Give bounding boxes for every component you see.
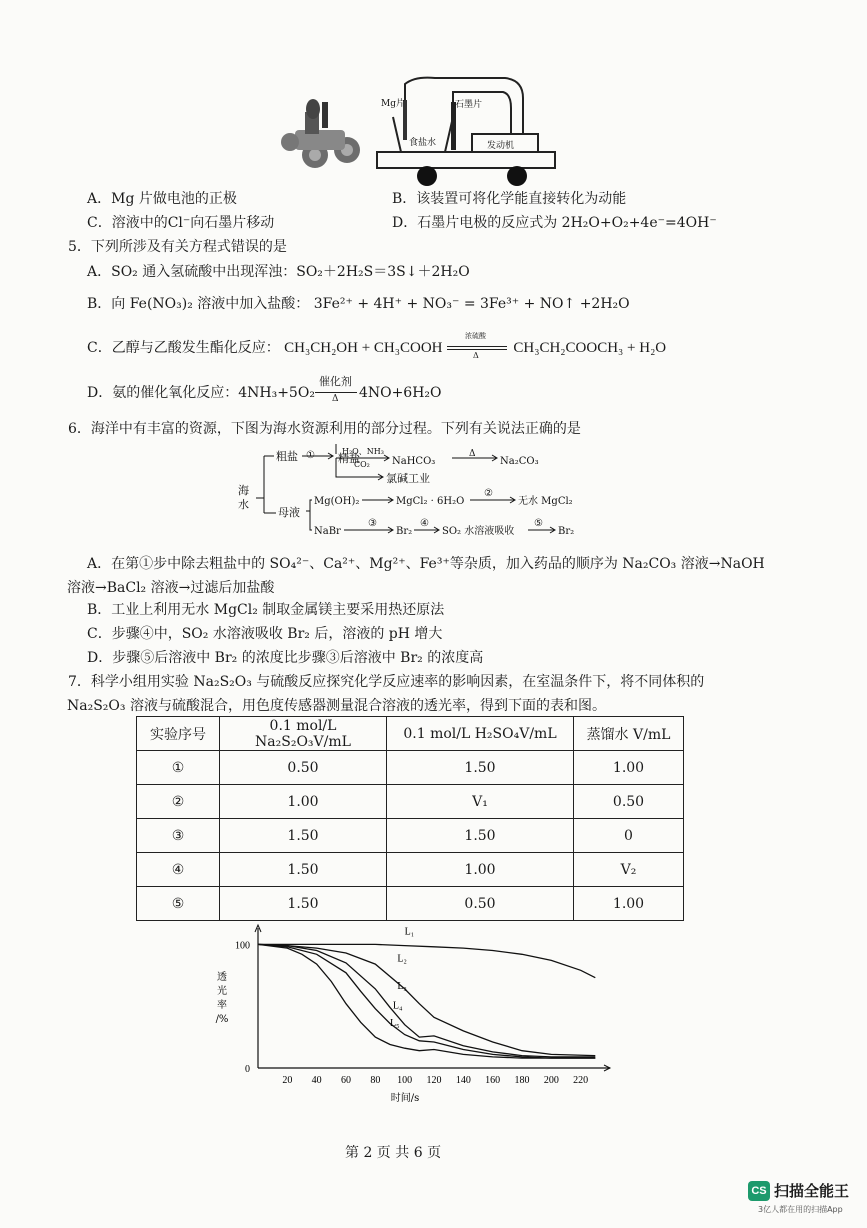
q5-stem: 5．下列所涉及有关方程式错误的是 — [68, 239, 287, 255]
graphite-label: 石墨片 — [455, 100, 483, 110]
y-tick-label: 100 — [235, 940, 250, 952]
x-tick-label: 180 — [514, 1075, 530, 1086]
flow-step4: ④ — [420, 518, 429, 529]
saltwater-label: 食盐水 — [409, 138, 437, 148]
q6-flow-diagram — [232, 442, 592, 544]
table-cell: ③ — [137, 819, 220, 853]
flow-chlor-alkali: 氯碱工业 — [386, 472, 430, 485]
table-cell: 1.00 — [387, 853, 574, 887]
x-tick-label: 100 — [397, 1075, 413, 1086]
table-cell: 1.50 — [387, 751, 574, 785]
flow-step1: ① — [306, 450, 315, 461]
toy-car-photo — [281, 99, 360, 168]
x-tick-label: 120 — [426, 1075, 442, 1086]
table-cell: 1.00 — [220, 785, 387, 819]
q4-option-a: A．Mg 片做电池的正极 — [87, 191, 237, 207]
flow-step5: ⑤ — [534, 518, 543, 529]
q5-option-c — [87, 332, 667, 360]
table-row — [137, 887, 684, 921]
flow-mgoh2: Mg(OH)₂ — [314, 496, 360, 507]
table-cell: 1.00 — [574, 887, 684, 921]
q6-option-b: B．工业上利用无水 MgCl₂ 制取金属镁主要采用热还原法 — [87, 602, 445, 618]
transmittance-chart — [200, 920, 620, 1120]
series-label: L₅ — [390, 1017, 400, 1029]
flow-nahco3: NaHCO₃ — [392, 456, 436, 467]
table-row — [137, 785, 684, 819]
y-axis-label-char: 光 — [217, 986, 227, 997]
table-header-row — [137, 717, 684, 751]
table-cell: 0.50 — [387, 887, 574, 921]
q5-c-left: CH₃CH₂OH + CH₃COOH — [284, 340, 443, 356]
table-header: 0.1 mol/L H₂SO₄V/mL — [387, 717, 574, 751]
q5-c-prefix: C．乙醇与乙酸发生酯化反应： — [87, 340, 280, 356]
series-label: L₁ — [404, 926, 415, 938]
x-tick-label: 200 — [543, 1075, 559, 1086]
y-axis-label-char: 率 — [217, 1000, 227, 1011]
q5-option-d — [87, 375, 442, 404]
q5-d-suffix: 4NO+6H₂O — [358, 385, 442, 401]
x-tick-label: 40 — [311, 1075, 322, 1086]
y-axis-label-char: /% — [215, 1014, 229, 1025]
x-tick-label: 20 — [282, 1075, 293, 1086]
table-header: 实验序号 — [137, 717, 220, 751]
series-line-2 — [258, 944, 595, 1055]
q7-stem-line2: Na₂S₂O₃ 溶液与硫酸混合，用色度传感器测量混合溶液的透光率，得到下面的表和图。 — [67, 698, 606, 714]
flow-seawater-2: 水 — [238, 498, 249, 511]
flow-step2: ② — [484, 488, 493, 499]
q4-option-c: C．溶液中的Cl⁻向石墨片移动 — [87, 215, 275, 231]
flow-crude-salt: 粗盐 — [276, 450, 298, 463]
q5-c-right: CH₃CH₂COOCH₃ + H₂O — [513, 340, 667, 356]
table-cell: V₂ — [574, 853, 684, 887]
table-cell: 0 — [574, 819, 684, 853]
series-label: L₃ — [397, 980, 407, 992]
y-tick-label: 0 — [245, 1064, 250, 1075]
x-tick-label: 80 — [370, 1075, 381, 1086]
flow-na2co3: Na₂CO₃ — [500, 456, 539, 467]
table-row — [137, 751, 684, 785]
x-tick-label: 220 — [573, 1075, 589, 1086]
q5-d-prefix: D．氨的催化氧化反应：4NH₃+5O₂ — [87, 385, 315, 401]
q5-d-condition — [315, 375, 359, 404]
flow-delta: Δ — [469, 449, 476, 459]
table-header: 蒸馏水 V/mL — [574, 717, 684, 751]
flow-mother-liquor: 母液 — [278, 506, 300, 519]
q6-option-a-line2: 溶液→BaCl₂ 溶液→过滤后加盐酸 — [67, 580, 275, 596]
flow-br2-a: Br₂ — [396, 526, 413, 537]
q7-stem-line1: 7．科学小组用实验 Na₂S₂O₃ 与硫酸反应探究化学反应速率的影响因素，在室温条件下，将不同体积的 — [68, 674, 705, 690]
series-line-3 — [258, 944, 595, 1057]
q4-option-b: B．该装置可将化学能直接转化为动能 — [392, 191, 627, 207]
flow-step3: ③ — [368, 518, 377, 529]
q5-c-condition — [447, 332, 509, 360]
table-cell: V₁ — [387, 785, 574, 819]
table-cell: 1.50 — [220, 819, 387, 853]
table-row — [137, 819, 684, 853]
q7-data-table — [136, 716, 684, 921]
q5-d-cond-bot: Δ — [331, 394, 339, 404]
table-cell: ④ — [137, 853, 220, 887]
table-cell: 1.50 — [387, 819, 574, 853]
mg-label: Mg片 — [381, 99, 405, 109]
flow-br2-b: Br₂ — [558, 526, 575, 537]
table-header: 0.1 mol/L Na₂S₂O₃V/mL — [220, 717, 387, 751]
flow-refined-salt: 精盐 — [338, 452, 360, 465]
table-cell: 0.50 — [220, 751, 387, 785]
table-cell: 1.50 — [220, 853, 387, 887]
table-cell: 1.50 — [220, 887, 387, 921]
q5-option-a: A．SO₂ 通入氢硫酸中出现浑浊：SO₂＋2H₂S＝3S↓＋2H₂O — [87, 264, 470, 280]
table-cell: 0.50 — [574, 785, 684, 819]
series-label: L₂ — [397, 953, 407, 965]
scanner-watermark — [748, 1180, 850, 1214]
q6-option-a-line1: A．在第①步中除去粗盐中的 SO₄²⁻、Ca²⁺、Mg²⁺、Fe³⁺等杂质，加入药品的顺序为 Na₂CO₃ 溶液→NaOH — [87, 556, 765, 572]
cs-logo-icon: CS — [748, 1181, 770, 1201]
flow-anhydrous-mgcl2: 无水 MgCl₂ — [518, 496, 573, 507]
q5-c-cond-bot: Δ — [472, 351, 479, 360]
x-tick-label: 140 — [455, 1075, 471, 1086]
q4-figure — [265, 72, 605, 197]
q5-d-cond-top: 催化剂 — [318, 375, 352, 388]
q5-c-cond-top: 浓硫酸 — [464, 332, 486, 340]
flow-so2-absorb: SO₂ 水溶液吸收 — [442, 526, 515, 537]
q6-option-d: D．步骤⑤后溶液中 Br₂ 的浓度比步骤③后溶液中 Br₂ 的浓度高 — [87, 650, 484, 666]
q4-option-d: D．石墨片电极的反应式为 2H₂O+O₂+4e⁻=4OH⁻ — [392, 215, 717, 231]
flow-seawater-1: 海 — [238, 484, 249, 497]
table-cell: ⑤ — [137, 887, 220, 921]
series-label: L₄ — [392, 1000, 403, 1012]
q5-option-b: B．向 Fe(NO₃)₂ 溶液中加入盐酸： 3Fe²⁺ + 4H⁺ + NO₃⁻ = 3Fe³⁺ + NO↑ +2H₂O — [87, 296, 630, 312]
table-cell: 1.00 — [574, 751, 684, 785]
page-footer: 第 2 页 共 6 页 — [345, 1145, 442, 1161]
engine-label: 发动机 — [487, 141, 515, 151]
x-tick-label: 60 — [341, 1075, 351, 1086]
flow-mgcl2-hydrate: MgCl₂ · 6H₂O — [396, 496, 465, 507]
brand-slogan: 3亿人都在用的扫描App — [758, 1205, 843, 1214]
flow-nabr: NaBr — [314, 526, 341, 537]
series-line-4 — [258, 944, 595, 1058]
x-axis-label: 时间/s — [390, 1093, 420, 1104]
brand-name: 扫描全能王 — [774, 1182, 850, 1200]
q6-stem: 6．海洋中有丰富的资源，下图为海水资源利用的部分过程。下列有关说法正确的是 — [68, 421, 581, 437]
flow-co2: CO₂ — [354, 460, 370, 469]
q6-option-c: C．步骤④中，SO₂ 水溶液吸收 Br₂ 后，溶液的 pH 增大 — [87, 626, 443, 642]
x-tick-label: 160 — [485, 1075, 501, 1086]
table-row — [137, 853, 684, 887]
flow-reagents: H₂O、NH₃ — [342, 447, 384, 456]
y-axis-label-char: 透 — [217, 972, 227, 983]
table-cell: ② — [137, 785, 220, 819]
table-cell: ① — [137, 751, 220, 785]
